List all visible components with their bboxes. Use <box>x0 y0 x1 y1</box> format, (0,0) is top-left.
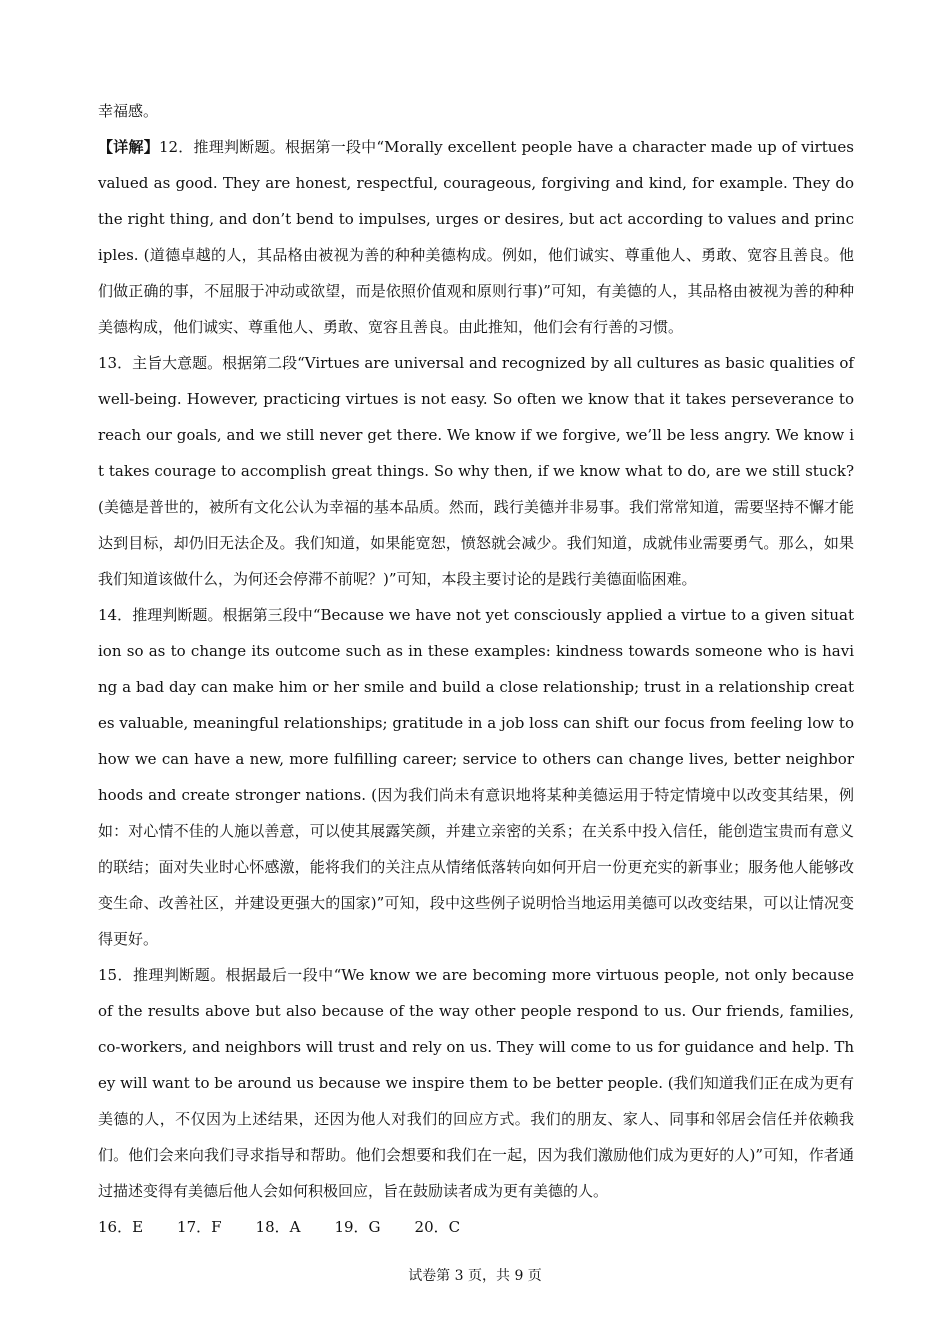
page-footer: 试卷第 3 页，共 9 页 <box>408 1268 542 1284</box>
paragraph-q13 <box>98 345 854 597</box>
paragraph-text: 幸福感。 <box>98 102 159 120</box>
answer-item: 16．E <box>98 1218 144 1236</box>
answer-list <box>98 1209 854 1245</box>
answer-item: 17．F <box>177 1218 222 1236</box>
answer-item: 19．G <box>334 1218 381 1236</box>
paragraph-intro <box>98 93 854 129</box>
document-body <box>98 93 854 1245</box>
paragraph-text: 13．主旨大意题。根据第二段“Virtues are universal and recognized by all cultures as basic qualities of well-being. However, practicing virtues is not easy. So often we know that it takes perseverance to reach our goals, and we still never get there. We know if we forgive, we’ll be less angry. We know it takes courage to accomplish great things. So why then, if we know what to do, are we still stuck?(美德是普世的，被所有文化公认为幸福的基本品质。然而，践行美德并非易事。我们常常知道，需要坚持不懈才能达到目标，却仍旧无法企及。我们知道，如果能宽恕，愤怒就会减少。我们知道，成就伟业需要勇气。那么，如果我们知道该做什么，为何还会停滞不前呢？)”可知，本段主要讨论的是践行美德面临困难。 <box>98 354 854 588</box>
answer-item: 18．A <box>255 1218 301 1236</box>
paragraph-text: 12．推理判断题。根据第一段中“Morally excellent people have a character made up of virtues valued as good. They are honest, respectful, courageous, forgiving and kind, for example. They do the right thing, and don’t bend to impulses, urges or desires, but act according to values and principles. (道德卓越的人，其品格由被视为善的种种美德构成。例如，他们诚实、尊重他人、勇敢、宽容且善良。他们做正确的事，不屈服于冲动或欲望，而是依照价值观和原则行事)”可知，有美德的人，其品格由被视为善的种种美德构成，他们诚实、尊重他人、勇敢、宽容且善良。由此推知，他们会有行善的习惯。 <box>98 138 854 336</box>
paragraph-q14 <box>98 597 854 957</box>
paragraph-text: 15．推理判断题。根据最后一段中“We know we are becoming more virtuous people, not only because of the results above but also because of the way other people respond to us. Our friends, families, co-workers, and neighbors will trust and rely on us. They will come to us for guidance and help. They will want to be around us because we inspire them to be better people. (我们知道我们正在成为更有美德的人，不仅因为上述结果，还因为他人对我们的回应方式。我们的朋友、家人、同事和邻居会信任并依赖我们。他们会来向我们寻求指导和帮助。他们会想要和我们在一起，因为我们激励他们成为更好的人)”可知，作者通过描述变得有美德后他人会如何积极回应，旨在鼓励读者成为更有美德的人。 <box>98 966 854 1200</box>
paragraph-text: 14．推理判断题。根据第三段中“Because we have not yet consciously applied a virtue to a given situation so as to change its outcome such as in these examples: kindness towards someone who is having a bad day can make him or her smile and build a close relationship; trust in a relationship creates valuable, meaningful relationships; gratitude in a job loss can shift our focus from feeling low to how we can have a new, more fulfilling career; service to others can change lives, better neighborhoods and create stronger nations. (因为我们尚未有意识地将某种美德运用于特定情境中以改变其结果，例如：对心情不佳的人施以善意，可以使其展露笑颜，并建立亲密的关系；在关系中投入信任，能创造宝贵而有意义的联结；面对失业时心怀感激，能将我们的关注点从情绪低落转向如何开启一份更充实的新事业；服务他人能够改变生命、改善社区，并建设更强大的国家)”可知，段中这些例子说明恰当地运用美德可以改变结果，可以让情况变得更好。 <box>98 606 854 948</box>
paragraph-q15 <box>98 957 854 1209</box>
answer-item: 20．C <box>414 1218 461 1236</box>
detail-tag: 【详解】 <box>98 138 159 156</box>
paragraph-q12 <box>98 129 854 345</box>
